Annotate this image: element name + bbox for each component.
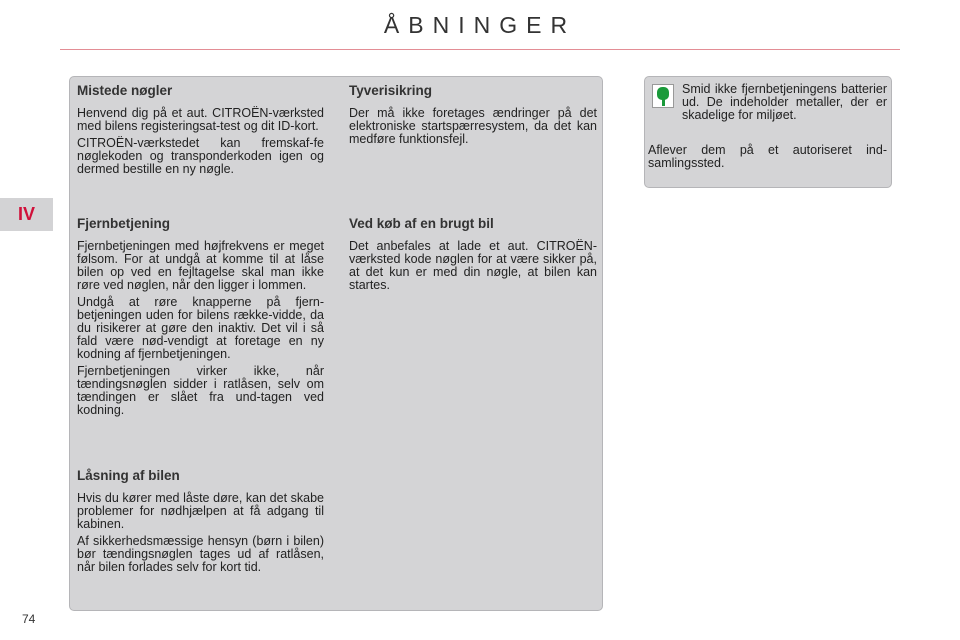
section-heading: Mistede nøgler [77, 83, 173, 98]
section-remote-control [77, 216, 324, 421]
paragraph: Fjernbetjeningen med højfrekvens er meget følsom. For at undgå at komme til at låse bilen op ved en fejltagelse skal man ikke røre ved nøglen, når den ligger i lommen. [77, 239, 324, 292]
section-immobiliser [349, 83, 597, 150]
title-divider [60, 49, 900, 50]
chapter-tab: IV [0, 198, 53, 231]
page-title: ÅBNINGER [383, 12, 577, 38]
section-heading: Låsning af bilen [77, 468, 180, 483]
tree-icon [652, 84, 674, 108]
paragraph: Hvis du kører med låste døre, kan det skabe problemer for nødhjælpen at få adgang til kabinen. [77, 491, 324, 531]
section-locking [77, 468, 324, 578]
note-text: Smid ikke fjernbetjeningens batterier ud. De indeholder metaller, der er skadelige for miljøet. [682, 82, 887, 122]
section-heading: Tyverisikring [349, 83, 433, 98]
section-heading: Fjernbetjening [77, 216, 171, 231]
paragraph: Der må ikke foretages ændringer på det elektroniske startspærresystem, da det kan medføre funktionsfejl. [349, 106, 597, 146]
note-text: Aflever dem på et autoriseret ind-samlingssted. [648, 143, 887, 170]
section-lost-keys [77, 83, 324, 180]
paragraph: Det anbefales at lade et aut. CITROËN-værksted kode nøglen for at være sikker på, at det kun er med din nøgle, at bilen kan startes. [349, 239, 597, 292]
section-used-car [349, 216, 597, 296]
paragraph: Fjernbetjeningen virker ikke, når tændingsnøglen sidder i ratlåsen, selv om tændingen er slået fra und-tagen ved kodning. [77, 364, 324, 417]
paragraph: Undgå at røre knapperne på fjern-betjeningen uden for bilens række-vidde, da du risikerer at gøre den inaktiv. Det vil i så fald være nød-vendigt at foretage en ny kodning af fjernbetjeningen. [77, 295, 324, 361]
paragraph: Af sikkerhedsmæssige hensyn (børn i bilen) bør tændingsnøglen tages ud af ratlåsen, når bilen forlades selv for kort tid. [77, 534, 324, 574]
paragraph: Henvend dig på et aut. CITROËN-værksted med bilens registeringsat-test og dit ID-kort. [77, 106, 324, 133]
page-number: 74 [22, 612, 36, 626]
section-heading: Ved køb af en brugt bil [349, 216, 494, 231]
paragraph: CITROËN-værkstedet kan fremskaf-fe nøglekoden og transponderkoden igen og dermed bestille en ny nøgle. [77, 136, 324, 176]
